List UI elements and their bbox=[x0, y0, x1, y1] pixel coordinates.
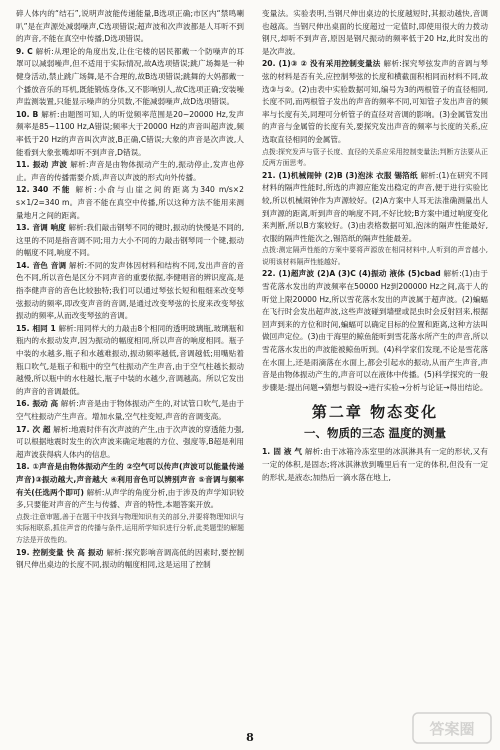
explanation-text: 解析:(1)由于雪花落水发出的声波频率在50000 Hz到200000 Hz之间,高于人的听觉上限20000 Hz,所以雪花落水发出的声波属于超声波。(2)蝙蝠在飞行时会发出超声波,这些声波碰到墙壁或昆虫时会反射回来,根据回声到来的方位和时间,蝙蝠可以确定目标的位置和距离,这种方法叫做回声定位。(3)由于海里的鲸鱼能听到雪花落水所产生的声音,所以雪花落水发出的声波能被鲸鱼听到。(4)科学家们发现,不论是雪花落在水面上,还是雨滴落在水面上,都会引起水的振动,从而产生声音,声音是由物体振动产生的,声音可以在液体中传播。(5)科学探究的一般步骤是:提出问题→猜想与假设→进行实验→分析与论证→得出结论。 bbox=[262, 269, 488, 392]
answer-item bbox=[16, 323, 244, 399]
watermark-logo bbox=[412, 712, 492, 744]
answer-item bbox=[16, 398, 244, 423]
chapter-title: 第二章 物态变化 bbox=[311, 403, 439, 422]
answer-item bbox=[262, 446, 488, 484]
answer-item bbox=[262, 268, 488, 394]
tip-note bbox=[262, 147, 488, 170]
question-number: 1. bbox=[262, 447, 271, 457]
answer-text: (1)机械闹钟 (2)B (3)泡沫 衣服 锡箔纸 bbox=[278, 170, 421, 180]
explanation-text: 碎人体内的“结石”,说明声波能传递能量,B选项正确;市区内“禁鸣喇叭”是在声源处减弱噪声,C选项错误;超声波和次声波都是人耳听不到的声音,不能在真空中传播,D选项错误。 bbox=[16, 9, 244, 44]
question-number: 11. bbox=[16, 160, 30, 170]
svg-text:答案圈: 答案圈 bbox=[429, 720, 475, 738]
answer-item bbox=[16, 159, 244, 184]
question-number: 12. bbox=[16, 185, 30, 195]
section-title: 一、物质的三态 温度的测量 bbox=[303, 426, 446, 441]
explanation-text: 解析:小俞与山崖之间的距离为340 m/s×2 s×1/2=340 m。声音不能在真空中传播,所以这种方法不能用来测量地月之间的距离。 bbox=[16, 185, 244, 220]
answer-text: 振动 声波 bbox=[32, 160, 71, 170]
explanation-text: 解析:由题图可知,人的听觉频率范围是20~20000 Hz,发声频率是85~1100 Hz,A错误;频率大于20000 Hz的声音叫超声波,频率低于20 Hz的声音叫次声波,B正确,C错误;大象的声音是次声波,人能看到大象张嘴却听不到声音,D错误。 bbox=[16, 109, 244, 157]
explanation-text: 解析:声音是由物体振动产生的,振动停止,发声也停止。声音的传播需要介质,声音以声波的形式向外传播。 bbox=[16, 160, 244, 182]
explanation-text: 解析:探究影响音调高低的因素时,要控制钢尺伸出桌边的长度不同,振动的幅度相同,这是运用了控制 bbox=[16, 547, 244, 570]
answer-text: 相同 1 bbox=[32, 323, 59, 333]
question-number: 22. bbox=[262, 269, 276, 279]
tip-text: 点拨:测定隔声性能的方案中要将声源放在相同材料中,人听到的声音越小,说明该材料隔声性能越好。 bbox=[262, 246, 488, 266]
answer-item bbox=[16, 222, 244, 260]
answer-item bbox=[16, 424, 244, 462]
answer-item bbox=[262, 58, 488, 146]
question-number: 16. bbox=[16, 399, 30, 409]
explanation-text: 解析:(1)在研究不同材料的隔声性能时,所选的声源应能发出稳定的声音,便于进行实验比较,所以机械闹钟作为声源较好。(2)A方案中人耳无法准确测量出人到声源的距离,听到声音的响度不同,不好比较;B方案中通过响度变化来判断,所以B方案较好。(3)由表格数据可知,泡沫的隔声性能最好,衣服的隔声性能次之,锡箔纸的隔声性能最差。 bbox=[262, 170, 488, 243]
question-number: 20. bbox=[262, 59, 276, 69]
question-number: 21. bbox=[262, 170, 276, 180]
answer-item bbox=[262, 8, 488, 58]
answer-text: 音色 音调 bbox=[32, 260, 70, 270]
answer-text: B bbox=[32, 109, 42, 119]
answer-item bbox=[16, 547, 244, 572]
answer-text: 固 液 气 bbox=[273, 447, 305, 457]
answer-text: 音调 响度 bbox=[32, 223, 69, 233]
question-number: 18. bbox=[16, 462, 30, 472]
explanation-text: 解析:声音是由于物体振动产生的,对试管口吹气,是由于空气柱振动产生声音。增加水量,空气柱变短,声音的音调变高。 bbox=[16, 399, 244, 421]
question-number: 19. bbox=[16, 547, 30, 557]
tip-note bbox=[262, 245, 488, 268]
question-number: 17. bbox=[16, 424, 30, 434]
answer-text: (1)超声波 (2)A (3)C (4)振动 液体 (5)cbad bbox=[278, 269, 444, 279]
tip-text: 点拨:探究发声与管子长度、直径的关系应采用控制变量法;判断方法要从正反两方面思考。 bbox=[262, 147, 488, 168]
answer-text: (1)③ ② 没有采用控制变量法 bbox=[278, 59, 384, 69]
answer-text: C bbox=[27, 46, 36, 56]
answer-item bbox=[16, 8, 244, 46]
left-column bbox=[16, 8, 244, 572]
explanation-text: 解析:用同样大的力敲击8个相同的透明玻璃瓶,玻璃瓶和瓶内的水振动发声,因为振动的幅度相同,所以声音的响度相同。瓶子中装的水越多,瓶子和水越难振动,振动频率越低,音调越低;用嘴贴着瓶口吹气,是瓶子和瓶中的空气柱振动产生声音,由于空气柱越长振动越慢,所以瓶中的水柱越长,瓶子中装的水越少,音调越高。所以它发出的声音的音调最低。 bbox=[16, 323, 244, 396]
question-number: 10. bbox=[16, 109, 30, 119]
answer-text: 次 超 bbox=[32, 424, 54, 434]
answer-item bbox=[16, 109, 244, 159]
tip-text: 点拨:注意审题,善于在题干中找到与物理知识有关的部分,并要将物理知识与实际相联系,抓住声音的传播与条件,运用所学知识进行分析,此类题型的解题方法是开放性的。 bbox=[16, 512, 244, 544]
answer-item bbox=[16, 461, 244, 511]
answer-item bbox=[16, 46, 244, 109]
answer-text: ①声音是由物体振动产生的 ②空气可以传声(声波可以能量传递声音)③振动越大,声音越大 ④利用音色可以辨别声音 ⑤音调与频率有关(任选两个即可) bbox=[16, 462, 244, 497]
tip-note bbox=[16, 512, 244, 547]
explanation-text: 解析:地震时伴有次声波的产生,由于次声波的穿透能力强,可以根据地震时发生的次声波来确定地震的方位、强度等,B超是利用超声波获得病人体内的信息。 bbox=[16, 424, 244, 459]
right-column bbox=[262, 8, 488, 484]
explanation-text: 解析:从理论的角度出发,让住宅楼的居民都戴一个防噪声的耳罩可以减弱噪声,但不适用于实际情况,故A选项错误;跳广场舞是一种健身活动,禁止跳广场舞,是不合理的,故B选项错误;跳舞的大妈都戴一个播放音乐的耳机,既能锻炼身体,又不影响别人,故C选项正确;安装噪声监测装置,只能显示噪声的分贝数,不能减弱噪声,故D选项错误。 bbox=[16, 46, 244, 107]
explanation-text: 解析:由于冰箱冷冻室里的冰淇淋具有一定的形状,又有一定的体积,是固态;将冰淇淋放到嘴里后有一定的体积,但没有一定的形状,是液态;加热后一滴水落在地上, bbox=[262, 447, 488, 482]
question-number: 15. bbox=[16, 323, 30, 333]
answer-item bbox=[16, 260, 244, 323]
question-number: 14. bbox=[16, 260, 30, 270]
answer-item bbox=[262, 170, 488, 246]
explanation-text: 变量法。实验表明,当钢尺伸出桌边的长度越短时,其振动越快,音调也越高。当钢尺伸出桌面的长度超过一定值时,即使用很大的力拨动钢尺,却听不到声音,原因是钢尺振动的频率低于20 Hz,此时发出的是次声波。 bbox=[262, 9, 488, 56]
explanation-text: 解析:从声学的角度分析,由于涉及的声学知识较多,只要能对声音的产生与传播、声音的特性,本题答案开放。 bbox=[16, 487, 244, 510]
answer-text: 控制变量 快 高 振动 bbox=[32, 547, 107, 557]
question-number: 13. bbox=[16, 223, 30, 233]
answer-text: 振动 高 bbox=[32, 399, 61, 409]
explanation-text: 解析:我们敲击钢琴不同的键时,振动的快慢是不同的,这里的不同是指音调不同;用力大小不同的力敲击钢琴同一个键,振动的幅度不同,响度不同。 bbox=[16, 223, 244, 258]
question-number: 9. bbox=[16, 46, 25, 56]
page-number: 8 bbox=[246, 731, 254, 744]
answer-text: 340 不能 bbox=[32, 185, 76, 195]
answer-item bbox=[16, 184, 244, 222]
explanation-text: 解析:探究琴弦发声的音调与琴弦的材料是否有关,应控制琴弦的长度和横截面积相同而材料不同,故选③与②。(2)由表中实验数据可知,编号为3的两根管子的直径相同,长度不同,而两根管子发出的声音的频率不同,可知管子发出声音的频率与长度有关,同理可分析管子的直径对音调的影响。(3)金属管发出的声音与金属管的长度有关,要探究发出声音的频率与长度的关系,应选取直径相同的金属管。 bbox=[262, 59, 488, 144]
explanation-text: 解析:不同的发声体因材料和结构不同,发出声音的音色不同,所以音色是区分不同声音的重要依据,李健唱音的辨识度高,是指李健声音的音色比较独特;我们可以通过琴弦长短和粗细来改变琴弦振动的频率,即改变声音的音调,是通过改变琴弦的长度来改变琴弦振动的频率,从而改变琴弦的音调。 bbox=[16, 260, 244, 321]
